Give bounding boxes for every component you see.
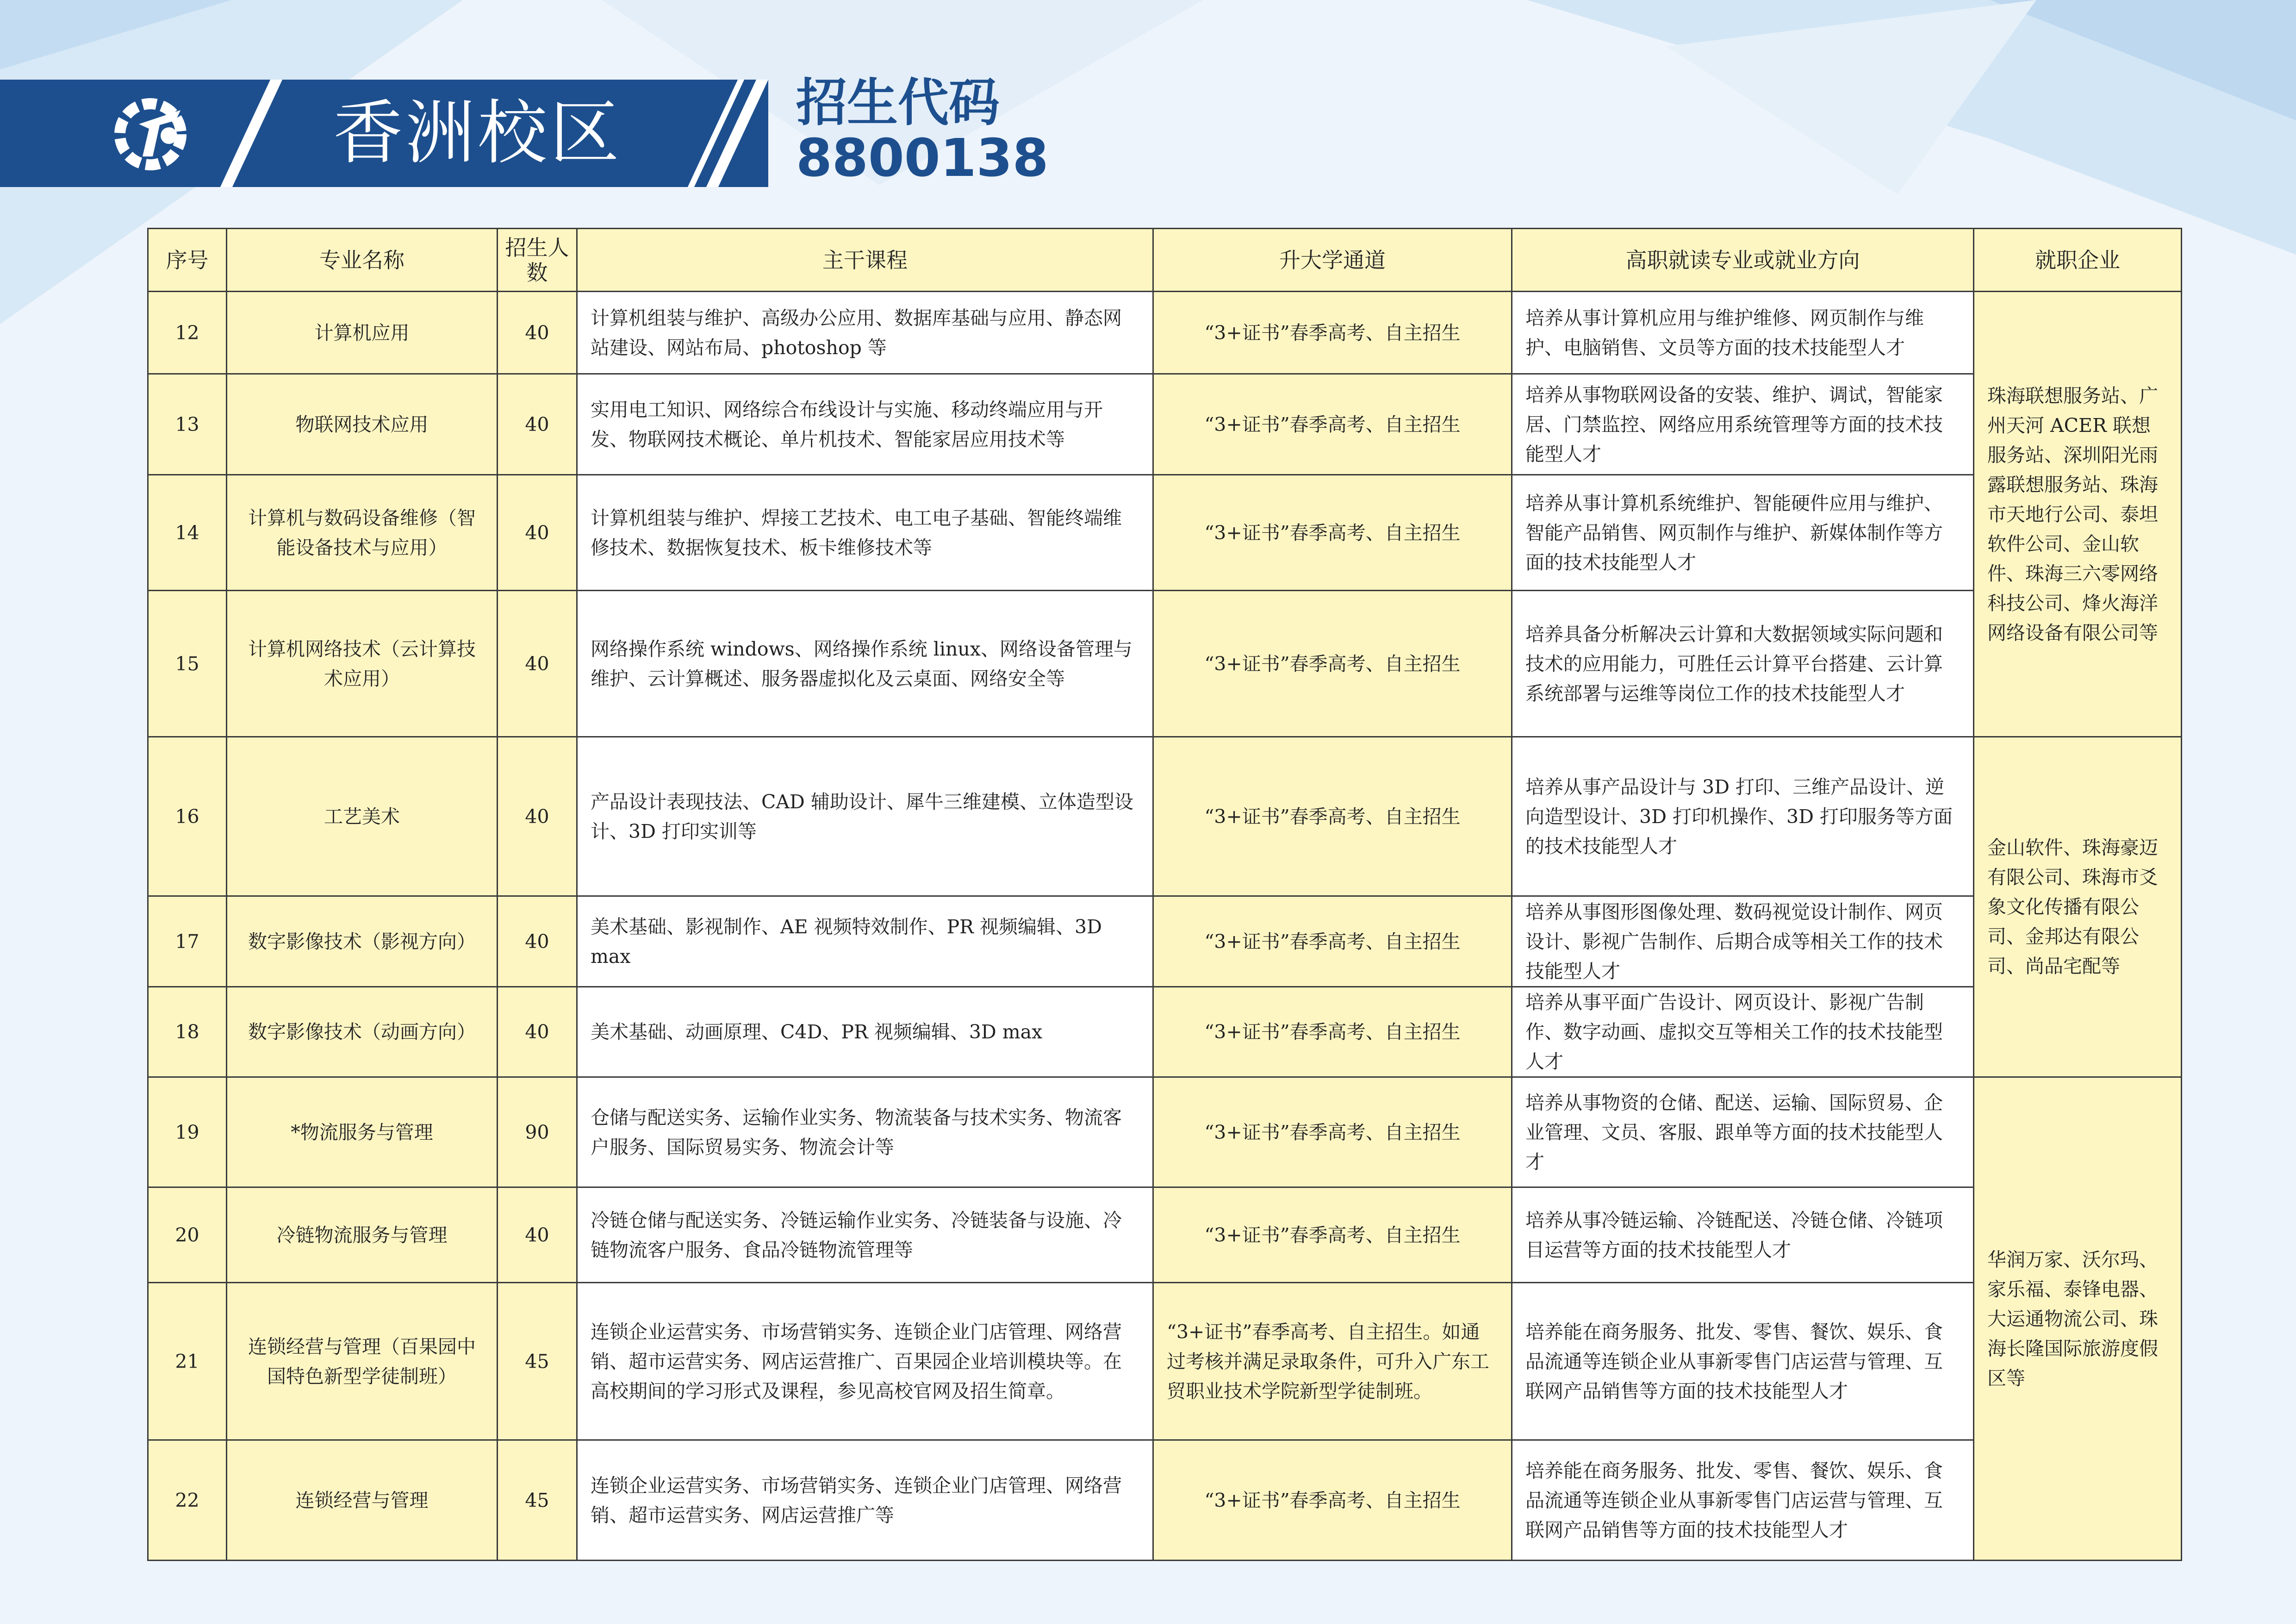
table-row (148, 896, 2182, 987)
header-quota: 招生人数 (498, 229, 577, 292)
row-pathway: “3+证书”春季高考、自主招生 (1153, 987, 1512, 1077)
row-courses: 计算机组装与维护、焊接工艺技术、电工电子基础、智能终端维修技术、数据恢复技术、板卡维修技术等 (577, 475, 1153, 591)
row-no: 16 (148, 737, 227, 896)
row-direction: 培养从事计算机应用与维护维修、网页制作与维护、电脑销售、文员等方面的技术技能型人才 (1512, 292, 1974, 374)
row-direction: 培养从事物联网设备的安装、维护、调试，智能家居、门禁监控、网络应用系统管理等方面的技术技能型人才 (1512, 374, 1974, 475)
header-no: 序号 (148, 229, 227, 292)
table-row (148, 737, 2182, 896)
header-direction: 高职就读专业或就业方向 (1512, 229, 1974, 292)
employers-group-3: 华润万家、沃尔玛、家乐福、泰锋电器、大运通物流公司、珠海长隆国际旅游度假区等 (1974, 1077, 2182, 1561)
header-pathway: 升大学通道 (1153, 229, 1512, 292)
table-row (148, 1187, 2182, 1283)
row-courses: 仓储与配送实务、运输作业实务、物流装备与技术实务、物流客户服务、国际贸易实务、物流会计等 (577, 1077, 1153, 1187)
table-row (148, 1283, 2182, 1440)
row-quota: 40 (498, 475, 577, 591)
row-pathway: “3+证书”春季高考、自主招生。如通过考核并满足录取条件，可升入广东工贸职业技术学院新型学徒制班。 (1153, 1283, 1512, 1440)
row-major: 数字影像技术（影视方向） (227, 896, 498, 987)
row-pathway: “3+证书”春季高考、自主招生 (1153, 374, 1512, 475)
row-direction: 培养从事平面广告设计、网页设计、影视广告制作、数字动画、虚拟交互等相关工作的技术技能型人才 (1512, 987, 1974, 1077)
row-quota: 40 (498, 987, 577, 1077)
row-pathway: “3+证书”春季高考、自主招生 (1153, 896, 1512, 987)
table-row (148, 1077, 2182, 1187)
table-row (148, 475, 2182, 591)
row-major: 计算机应用 (227, 292, 498, 374)
row-direction: 培养从事计算机系统维护、智能硬件应用与维护、智能产品销售、网页制作与维护、新媒体制作等方面的技术技能型人才 (1512, 475, 1974, 591)
employers-group-1: 珠海联想服务站、广州天河 ACER 联想服务站、深圳阳光雨露联想服务站、珠海市天地行公司、泰坦软件公司、金山软件、珠海三六零网络科技公司、烽火海洋网络设备有限公司等 (1974, 292, 2182, 737)
row-pathway: “3+证书”春季高考、自主招生 (1153, 475, 1512, 591)
enrollment-code-number: 8800138 (796, 128, 1049, 188)
row-no: 17 (148, 896, 227, 987)
row-direction: 培养从事产品设计与 3D 打印、三维产品设计、逆向造型设计、3D 打印机操作、3D 打印服务等方面的技术技能型人才 (1512, 737, 1974, 896)
row-no: 12 (148, 292, 227, 374)
table-row (148, 374, 2182, 475)
row-pathway: “3+证书”春季高考、自主招生 (1153, 737, 1512, 896)
row-no: 20 (148, 1187, 227, 1283)
row-no: 18 (148, 987, 227, 1077)
row-quota: 40 (498, 374, 577, 475)
table-row (148, 292, 2182, 374)
row-direction: 培养能在商务服务、批发、零售、餐饮、娱乐、食品流通等连锁企业从事新零售门店运营与管理、互联网产品销售等方面的技术技能型人才 (1512, 1440, 1974, 1561)
header-major: 专业名称 (227, 229, 498, 292)
row-pathway: “3+证书”春季高考、自主招生 (1153, 292, 1512, 374)
row-major: 工艺美术 (227, 737, 498, 896)
row-direction: 培养从事物资的仓储、配送、运输、国际贸易、企业管理、文员、客服、跟单等方面的技术技能型人才 (1512, 1077, 1974, 1187)
row-major: 数字影像技术（动画方向） (227, 987, 498, 1077)
row-courses: 连锁企业运营实务、市场营销实务、连锁企业门店管理、网络营销、超市运营实务、网店运营推广、百果园企业培训模块等。在高校期间的学习形式及课程，参见高校官网及招生简章。 (577, 1283, 1153, 1440)
row-no: 19 (148, 1077, 227, 1187)
row-no: 14 (148, 475, 227, 591)
row-pathway: “3+证书”春季高考、自主招生 (1153, 1187, 1512, 1283)
row-courses: 实用电工知识、网络综合布线设计与实施、移动终端应用与开发、物联网技术概论、单片机技术、智能家居应用技术等 (577, 374, 1153, 475)
row-quota: 40 (498, 292, 577, 374)
row-direction: 培养能在商务服务、批发、零售、餐饮、娱乐、食品流通等连锁企业从事新零售门店运营与管理、互联网产品销售等方面的技术技能型人才 (1512, 1283, 1974, 1440)
row-courses: 连锁企业运营实务、市场营销实务、连锁企业门店管理、网络营销、超市运营实务、网店运营推广等 (577, 1440, 1153, 1561)
row-quota: 40 (498, 737, 577, 896)
row-major: 物联网技术应用 (227, 374, 498, 475)
row-quota: 45 (498, 1440, 577, 1561)
row-quota: 90 (498, 1077, 577, 1187)
row-direction: 培养从事冷链运输、冷链配送、冷链仓储、冷链项目运营等方面的技术技能型人才 (1512, 1187, 1974, 1283)
row-direction: 培养从事图形图像处理、数码视觉设计制作、网页设计、影视广告制作、后期合成等相关工作的技术技能型人才 (1512, 896, 1974, 987)
row-quota: 45 (498, 1283, 577, 1440)
row-pathway: “3+证书”春季高考、自主招生 (1153, 1440, 1512, 1561)
major-table (147, 228, 2182, 1561)
row-no: 22 (148, 1440, 227, 1561)
row-courses: 计算机组装与维护、高级办公应用、数据库基础与应用、静态网站建设、网站布局、photoshop 等 (577, 292, 1153, 374)
row-no: 15 (148, 591, 227, 737)
table-row (148, 1440, 2182, 1561)
row-courses: 美术基础、影视制作、AE 视频特效制作、PR 视频编辑、3D max (577, 896, 1153, 987)
row-courses: 网络操作系统 windows、网络操作系统 linux、网络设备管理与维护、云计算概述、服务器虚拟化及云桌面、网络安全等 (577, 591, 1153, 737)
row-pathway: “3+证书”春季高考、自主招生 (1153, 591, 1512, 737)
header-courses: 主干课程 (577, 229, 1153, 292)
table-row (148, 591, 2182, 737)
row-pathway: “3+证书”春季高考、自主招生 (1153, 1077, 1512, 1187)
table-header-row (148, 229, 2182, 292)
row-no: 13 (148, 374, 227, 475)
table-row (148, 987, 2182, 1077)
row-major: 计算机网络技术（云计算技术应用） (227, 591, 498, 737)
header-employers: 就职企业 (1974, 229, 2182, 292)
row-quota: 40 (498, 591, 577, 737)
row-major: 连锁经营与管理（百果园中国特色新型学徒制班） (227, 1283, 498, 1440)
campus-title: 香洲校区 (333, 93, 622, 174)
row-major: *物流服务与管理 (227, 1077, 498, 1187)
row-courses: 产品设计表现技法、CAD 辅助设计、犀牛三维建模、立体造型设计、3D 打印实训等 (577, 737, 1153, 896)
row-major: 冷链物流服务与管理 (227, 1187, 498, 1283)
row-direction: 培养具备分析解决云计算和大数据领域实际问题和技术的应用能力，可胜任云计算平台搭建、云计算系统部署与运维等岗位工作的技术技能型人才 (1512, 591, 1974, 737)
row-quota: 40 (498, 1187, 577, 1283)
row-major: 计算机与数码设备维修（智能设备技术与应用） (227, 475, 498, 591)
row-courses: 冷链仓储与配送实务、冷链运输作业实务、冷链装备与设施、冷链物流客户服务、食品冷链物流管理等 (577, 1187, 1153, 1283)
row-major: 连锁经营与管理 (227, 1440, 498, 1561)
row-quota: 40 (498, 896, 577, 987)
employers-group-2: 金山软件、珠海豪迈有限公司、珠海市爻象文化传播有限公司、金邦达有限公司、尚品宅配等 (1974, 737, 2182, 1077)
row-no: 21 (148, 1283, 227, 1440)
school-logo-icon (106, 92, 204, 175)
row-courses: 美术基础、动画原理、C4D、PR 视频编辑、3D max (577, 987, 1153, 1077)
enrollment-code-label: 招生代码 (796, 73, 1000, 132)
